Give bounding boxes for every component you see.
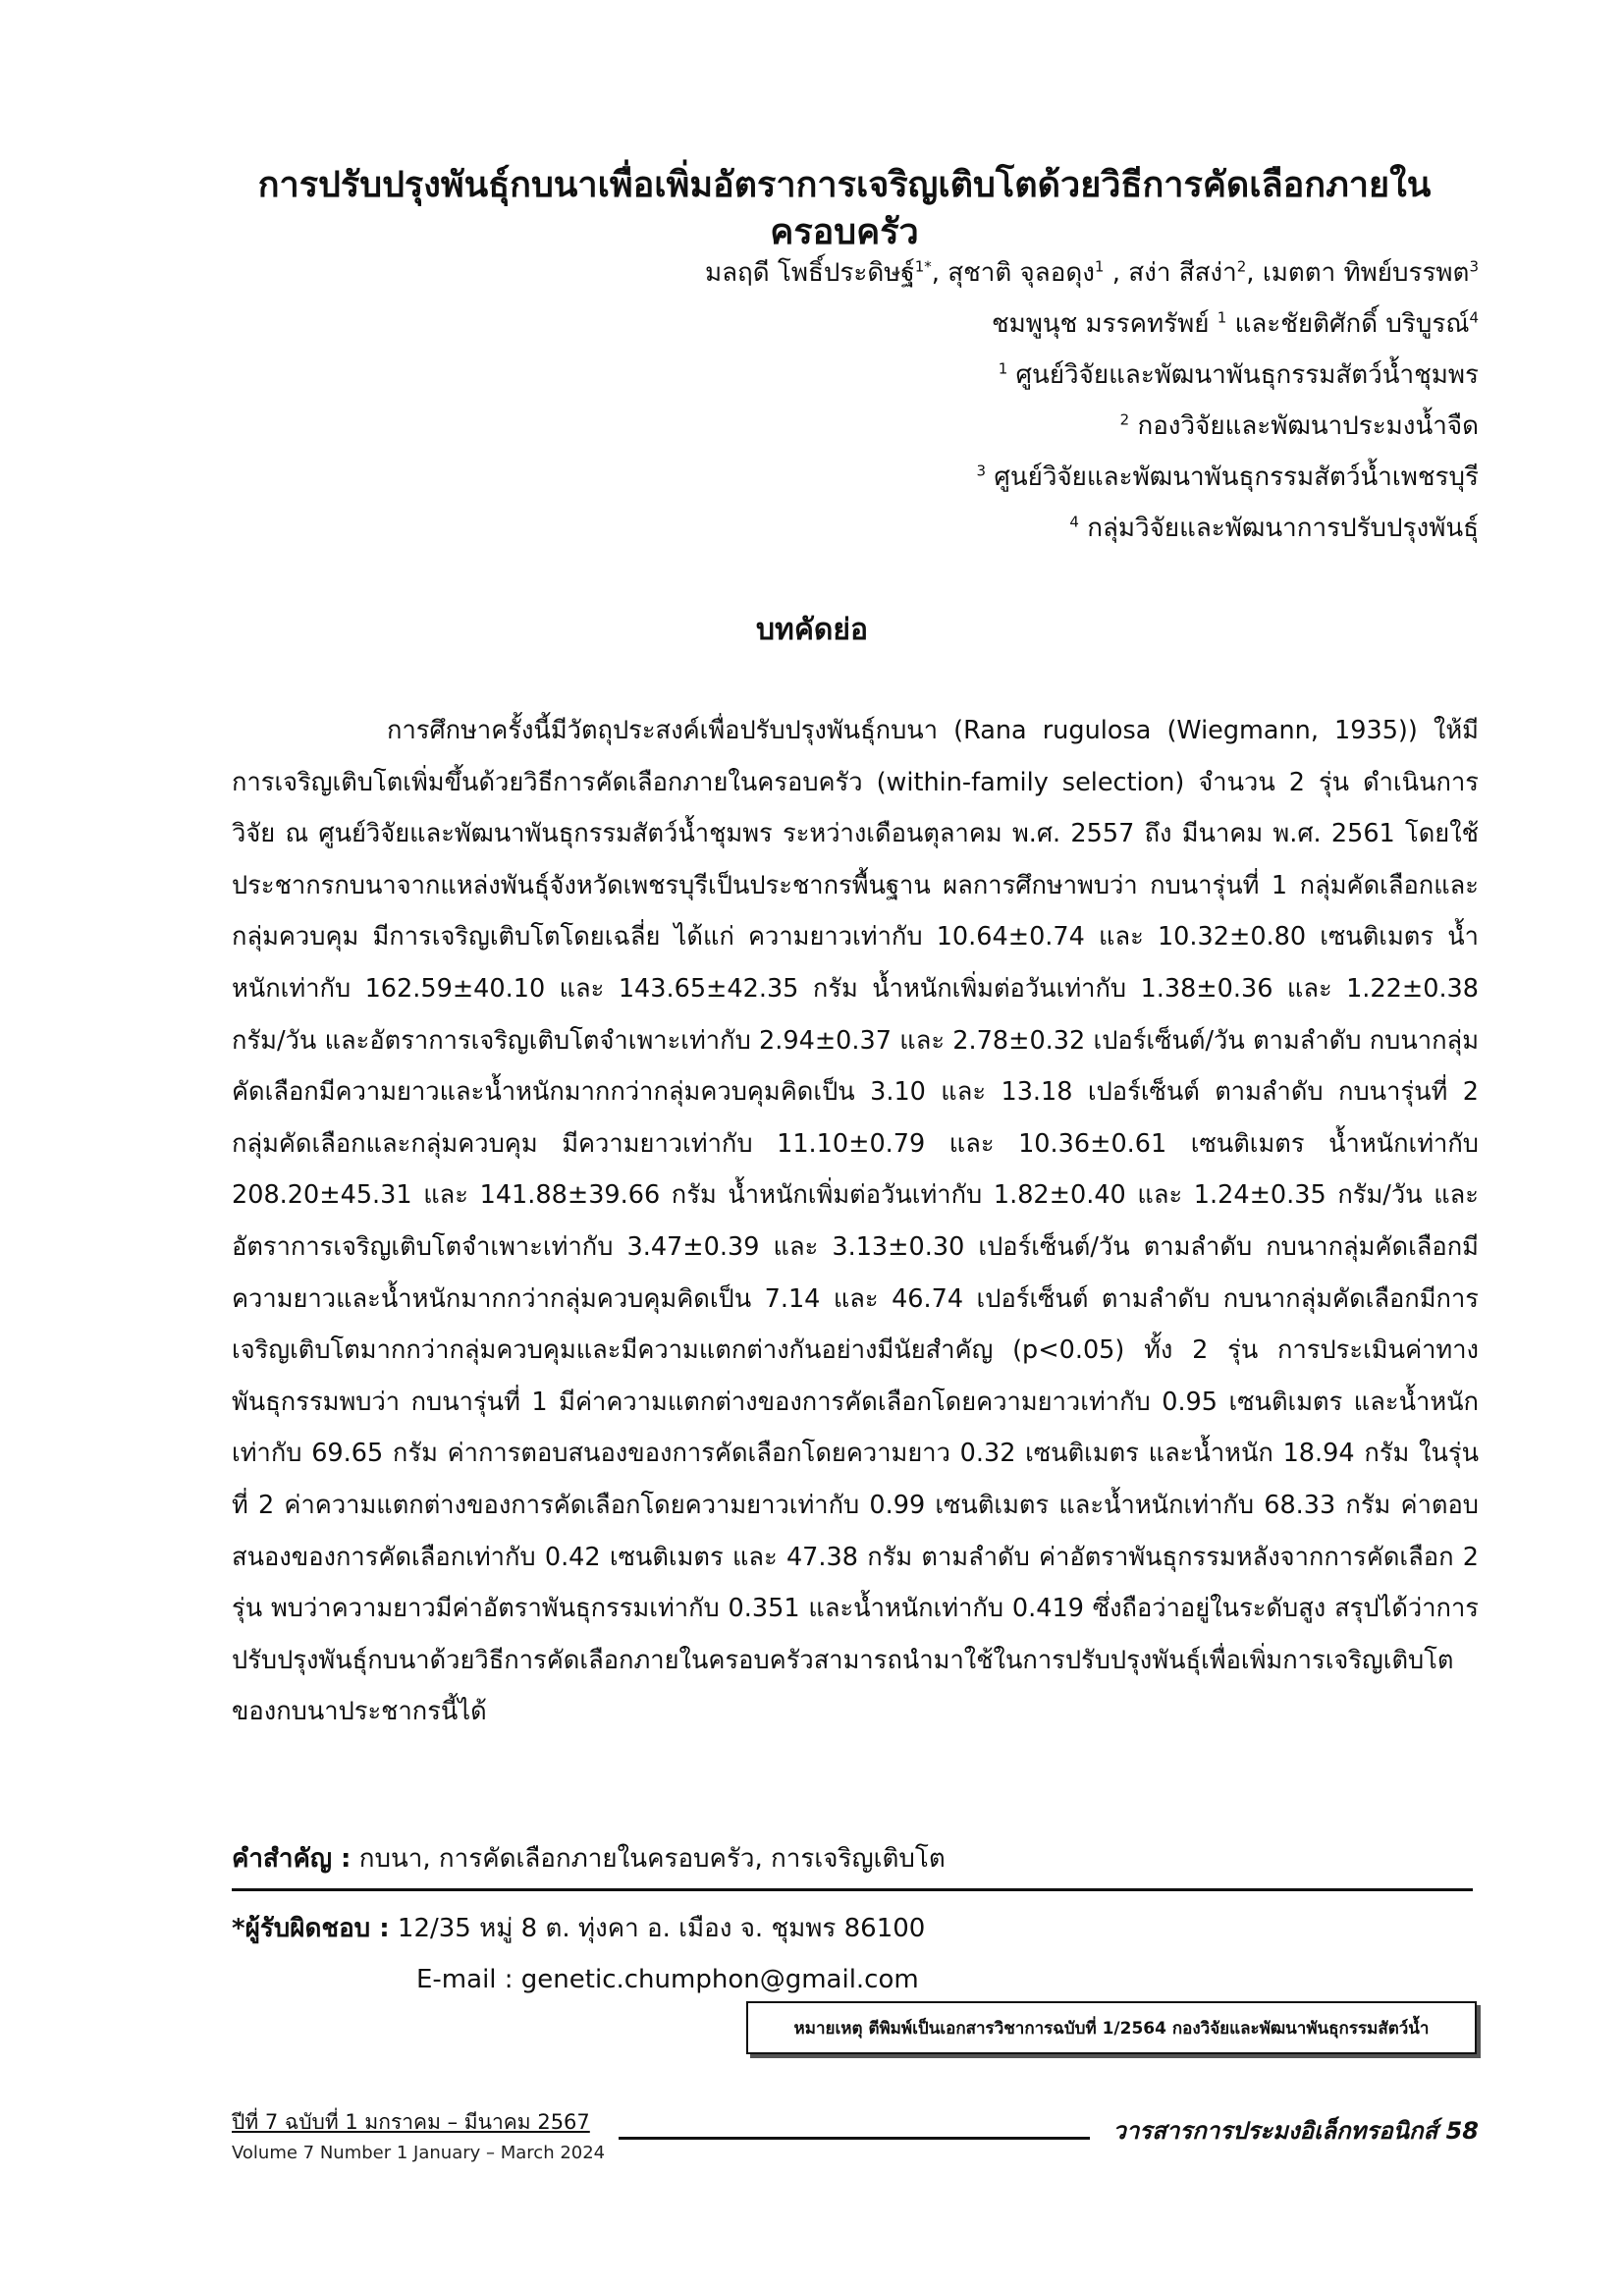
author-conjunction: และ <box>1234 309 1281 339</box>
author-name: ชมพูนุช มรรคทรัพย์ <box>991 309 1210 339</box>
affiliation <box>300 350 1479 401</box>
keywords-label: คำสำคัญ : <box>232 1844 352 1874</box>
affiliation-superscript: 2 <box>1119 410 1130 429</box>
author-superscript: 1 <box>1217 308 1227 327</box>
footer-journal <box>1112 2111 1479 2150</box>
author-superscript: 4 <box>1469 308 1479 327</box>
affiliation-text: ศูนย์วิจัยและพัฒนาพันธุกรรมสัตว์น้ำเพชรบุรี <box>994 463 1479 492</box>
affiliation <box>300 452 1479 503</box>
affiliation <box>300 401 1479 452</box>
affiliation <box>300 503 1479 554</box>
affiliation-superscript: 1 <box>998 359 1008 378</box>
author-name: มลฤดี โพธิ์ประดิษฐ์ <box>704 258 915 288</box>
keywords <box>232 1838 1473 1891</box>
author-name: สง่า สีสง่า <box>1128 258 1237 288</box>
footer-divider <box>619 2137 1090 2140</box>
author-superscript: 2 <box>1236 257 1247 276</box>
keywords-text: กบนา, การคัดเลือกภายในครอบครัว, การเจริญเติบโต <box>358 1844 946 1874</box>
author-superscript: 1 <box>1094 257 1105 276</box>
publication-note: หมายเหตุ ตีพิมพ์เป็นเอกสารวิชาการฉบับที่ 1/2564 กองวิจัยและพัฒนาพันธุกรรมสัตว์น้ำ <box>746 2001 1477 2054</box>
correspondence-label: *ผู้รับผิดชอบ : <box>232 1914 390 1943</box>
author-name: ชัยติศักดิ์ บริบูรณ์ <box>1280 309 1470 339</box>
author-line-1: มลฤดี โพธิ์ประดิษฐ์$^{1*}$, สุชาติ จุลอดุง$^1$ , สง่า สีสง่า$^2$, เมตตา ทิพย์บรรพต$^3$ <box>704 257 1479 288</box>
journal-name: วารสารการประมงอิเล็กทรอนิกส์ <box>1112 2117 1438 2145</box>
author-block <box>300 247 1479 554</box>
affiliation-text: กองวิจัยและพัฒนาประมงน้ำจืด <box>1137 411 1479 441</box>
author-superscript: 3 <box>1469 257 1479 276</box>
author-name: สุชาติ จุลอดุง <box>947 258 1095 288</box>
affiliation-superscript: 4 <box>1069 513 1079 531</box>
author-name: เมตตา ทิพย์บรรพต <box>1262 258 1470 288</box>
affiliation-text: กลุ่มวิจัยและพัฒนาการปรับปรุงพันธุ์ <box>1087 514 1479 543</box>
correspondence-email: E-mail : genetic.chumphon@gmail.com <box>416 1965 919 1994</box>
paper-title: การปรับปรุงพันธุ์กบนาเพื่อเพิ่มอัตราการเจริญเติบโตด้วยวิธีการคัดเลือกภายในครอบครัว <box>257 165 1432 252</box>
author-line-2 <box>300 299 1479 350</box>
abstract-body <box>232 705 1479 1738</box>
correspondence-address: 12/35 หมู่ 8 ต. ทุ่งคา อ. เมือง จ. ชุมพร 86100 <box>397 1914 926 1943</box>
abstract-heading: บทคัดย่อ <box>756 613 868 647</box>
author-superscript: 1* <box>914 257 932 276</box>
footer-issue-english: Volume 7 Number 1 January – March 2024 <box>232 2143 606 2163</box>
footer-issue-thai: ปีที่ 7 ฉบับที่ 1 มกราคม – มีนาคม 2567 <box>232 2110 590 2134</box>
affiliation-superscript: 3 <box>976 462 987 480</box>
abstract-text: การศึกษาครั้งนี้มีวัตถุประสงค์เพื่อปรับปรุงพันธุ์กบนา (Rana rugulosa (Wiegmann, 1935)) ให้มีการเจริญเติบโตเพิ่มขึ้นด้วยวิธีการคัดเลือกภายในครอบครัว (within-family selection) จำนวน 2 รุ่น ดำเนินการวิจัย ณ ศูนย์วิจัยและพัฒนาพันธุกรรมสัตว์น้ำชุมพร ระหว่างเดือนตุลาคม พ.ศ. 2557 ถึง มีนาคม พ.ศ. 2561 โดยใช้ประชากรกบนาจากแหล่งพันธุ์จังหวัดเพชรบุรีเป็นประชากรพื้นฐาน ผลการศึกษาพบว่า กบนารุ่นที่ 1 กลุ่มคัดเลือกและกลุ่มควบคุม มีการเจริญเติบโตโดยเฉลี่ย ได้แก่ ความยาวเท่ากับ 10.64±0.74 และ 10.32±0.80 เซนติเมตร น้ำหนักเท่ากับ 162.59±40.10 และ 143.65±42.35 กรัม น้ำหนักเพิ่มต่อวันเท่ากับ 1.38±0.36 และ 1.22±0.38 กรัม/วัน และอัตราการเจริญเติบโตจำเพาะเท่ากับ 2.94±0.37 และ 2.78±0.32 เปอร์เซ็นต์/วัน ตามลำดับ กบนากลุ่มคัดเลือกมีความยาวและน้ำหนักมากกว่ากลุ่มควบคุมคิดเป็น 3.10 และ 13.18 เปอร์เซ็นต์ ตามลำดับ กบนารุ่นที่ 2 กลุ่มคัดเลือกและกลุ่มควบคุม มีความยาวเท่ากับ 11.10±0.79 และ 10.36±0.61 เซนติเมตร น้ำหนักเท่ากับ 208.20±45.31 และ 141.88±39.66 กรัม น้ำหนักเพิ่มต่อวันเท่ากับ 1.82±0.40 และ 1.24±0.35 กรัม/วัน และอัตราการเจริญเติบโตจำเพาะเท่ากับ 3.47±0.39 และ 3.13±0.30 เปอร์เซ็นต์/วัน ตามลำดับ กบนากลุ่มคัดเลือกมีความยาวและน้ำหนักมากกว่ากลุ่มควบคุมคิดเป็น 7.14 และ 46.74 เปอร์เซ็นต์ ตามลำดับ กบนากลุ่มคัดเลือกมีการเจริญเติบโตมากกว่ากลุ่มควบคุมและมีความแตกต่างกันอย่างมีนัยสำคัญ (p<0.05) ทั้ง 2 รุ่น การประเมินค่าทางพันธุกรรมพบว่า กบนารุ่นที่ 1 มีค่าความแตกต่างของการคัดเลือกโดยความยาวเท่ากับ 0.95 เซนติเมตร และน้ำหนักเท่ากับ 69.65 กรัม ค่าการตอบสนองของการคัดเลือกโดยความยาว 0.32 เซนติเมตร และน้ำหนัก 18.94 กรัม ในรุ่นที่ 2 ค่าความแตกต่างของการคัดเลือกโดยความยาวเท่ากับ 0.99 เซนติเมตร และน้ำหนักเท่ากับ 68.33 กรัม ค่าตอบสนองของการคัดเลือกเท่ากับ 0.42 เซนติเมตร และ 47.38 กรัม ตามลำดับ ค่าอัตราพันธุกรรมหลังจากการคัดเลือก 2 รุ่น พบว่าความยาวมีค่าอัตราพันธุกรรมเท่ากับ 0.351 และน้ำหนักเท่ากับ 0.419 ซึ่งถือว่าอยู่ในระดับสูง สรุปได้ว่าการปรับปรุงพันธุ์กบนาด้วยวิธีการคัดเลือกภายในครอบครัวสามารถนำมาใช้ในการปรับปรุงพันธุ์เพื่อเพิ่มการเจริญเติบโตของกบนาประชากรนี้ได้ <box>232 716 1479 1727</box>
affiliation-text: ศูนย์วิจัยและพัฒนาพันธุกรรมสัตว์น้ำชุมพร <box>1015 360 1479 390</box>
correspondence <box>232 1903 925 2005</box>
footer-issue <box>232 2106 605 2169</box>
page-number: 58 <box>1445 2117 1479 2145</box>
